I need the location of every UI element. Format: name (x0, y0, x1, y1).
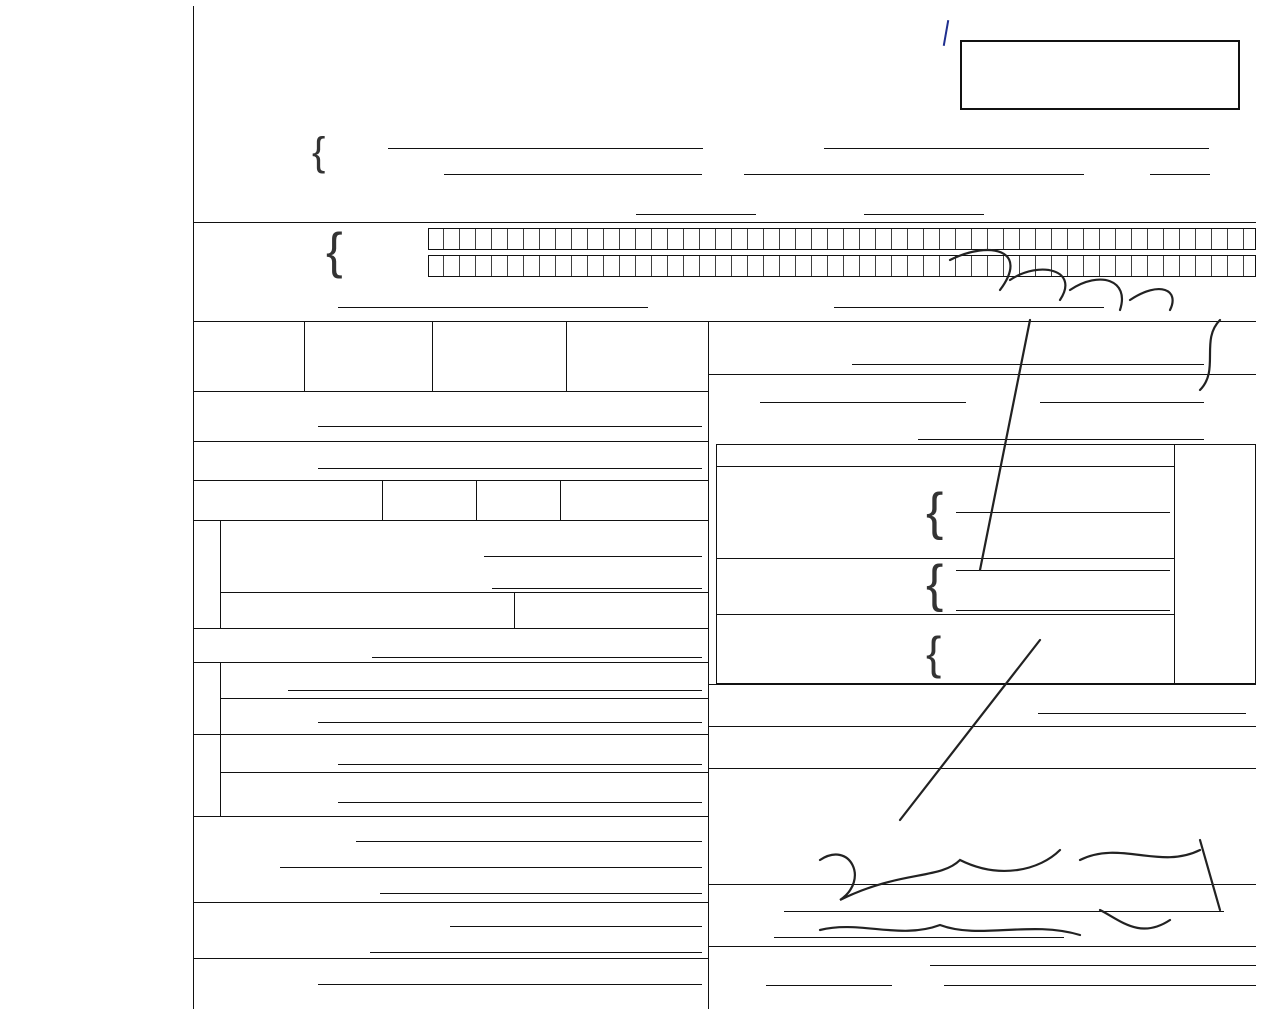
signature-scribbles (700, 220, 1260, 990)
registration-number-box (960, 40, 1240, 110)
